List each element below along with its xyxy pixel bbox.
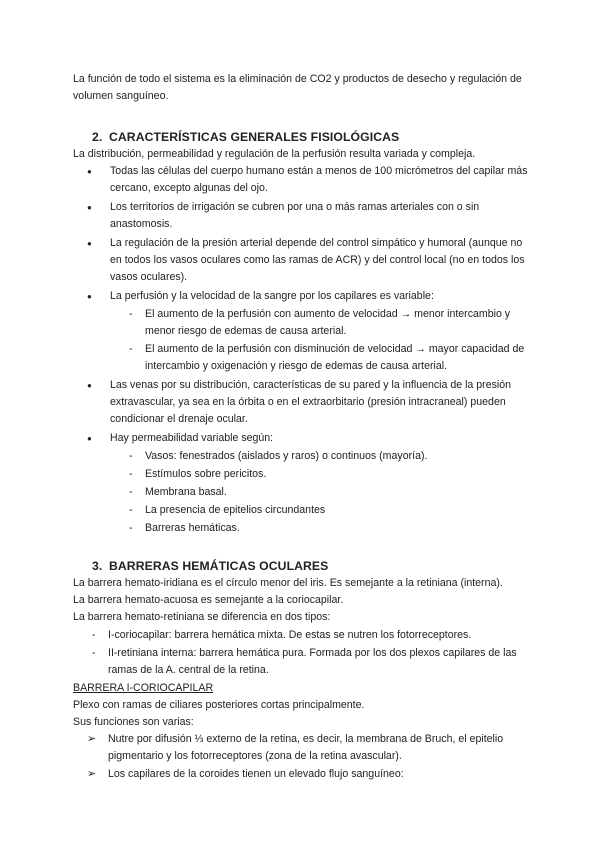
perfusion-sublist (110, 306, 535, 375)
list-item: ➢ Los capilares de la coroides tienen un elevado flujo sanguíneo: (73, 766, 535, 783)
paragraph-line: La barrera hemato-retiniana se diferencia en dos tipos: (73, 611, 331, 623)
permeability-sublist (110, 448, 535, 537)
list-item: ● La perfusión y la velocidad de la sangre por los capilares es variable: - El aumento de la perfusión con aumento de velocidad → menor intercambio y menor riesgo de edemas de causa arterial. - El aumento de la perfusión con disminución de velocidad → mayor capacidad de intercambio y oxigenación y riesgo de edemas de causa arterial. (73, 288, 535, 375)
list-item: ● Las venas por su distribución, características de su pared y la influencia de la presión extravascular, ya sea en la órbita o en el extraorbitario (presión intracraneal) pueden condicionar el drenaje ocular. (73, 377, 535, 428)
section-3 (73, 558, 535, 783)
section-3-number: 3. (92, 559, 103, 573)
barrier-types-list (73, 627, 535, 679)
document-body (73, 71, 535, 784)
section-2 (73, 129, 535, 537)
section-3-heading (73, 558, 535, 575)
list-item: - Membrana basal. (73, 484, 535, 501)
paragraph-line: La barrera hemato-iridiana es el círculo menor del iris. Es semejante a la retiniana (interna). (73, 577, 503, 589)
list-item: - El aumento de la perfusión con disminución de velocidad → mayor capacidad de intercambio y oxigenación y riesgo de edemas de causa arterial. (73, 341, 535, 375)
intro-paragraph: La función de todo el sistema es la eliminación de CO2 y productos de desecho y regulación de volumen sanguíneo. (73, 73, 522, 102)
list-item: - I-coriocapilar: barrera hemática mixta. De estas se nutren los fotorreceptores. (73, 627, 535, 644)
paragraph-line: Sus funciones son varias: (73, 716, 194, 728)
list-item: - El aumento de la perfusión con aumento de velocidad → menor intercambio y menor riesgo de edemas de causa arterial. (73, 306, 535, 340)
paragraph-line: Plexo con ramas de ciliares posteriores cortas principalmente. (73, 699, 365, 711)
list-item: ● Todas las células del cuerpo humano están a menos de 100 micrómetros del capilar más cercano, excepto algunas del ojo. (73, 163, 535, 197)
section-3-title: BARRERAS HEMÁTICAS OCULARES (109, 559, 329, 573)
list-item: ➢ Nutre por difusión ⅓ externo de la retina, es decir, la membrana de Bruch, el epitelio pigmentario y los fotorreceptores (zona de la retina avascular). (73, 731, 535, 765)
functions-list (73, 731, 535, 783)
list-item: - Estímulos sobre pericitos. (73, 466, 535, 483)
paragraph-line: La barrera hemato-acuosa es semejante a la coriocapilar. (73, 594, 344, 606)
list-item: - Vasos: fenestrados (aislados y raros) o continuos (mayoría). (73, 448, 535, 465)
section-2-heading (73, 129, 535, 146)
list-item: ● Los territorios de irrigación se cubren por una o más ramas arteriales con o sin anastomosis. (73, 199, 535, 233)
list-item: ● La regulación de la presión arterial depende del control simpático y humoral (aunque no en todos los vasos oculares como las ramas de ACR) y del control local (no en todos los vasos oculares). (73, 235, 535, 286)
list-item: - La presencia de epitelios circundantes (73, 502, 535, 519)
section-2-number: 2. (92, 130, 103, 144)
list-item: ● Hay permeabilidad variable según: - Vasos: fenestrados (aislados y raros) o continuos (mayoría). - Estímulos sobre pericitos. - Membrana basal. - La presencia de epitelios circundantes - Barreras hemáticas. (73, 430, 535, 537)
section-2-title: CARACTERÍSTICAS GENERALES FISIOLÓGICAS (109, 130, 400, 144)
section-2-lead: La distribución, permeabilidad y regulación de la perfusión resulta variada y compleja. (73, 148, 476, 160)
section-2-bullet-list (73, 163, 535, 537)
list-item: - II-retiniana interna: barrera hemática pura. Formada por los dos plexos capilares de las ramas de la A. central de la retina. (73, 645, 535, 679)
subheading-coriocapilar: BARRERA I-CORIOCAPILAR (73, 682, 214, 694)
list-item: - Barreras hemáticas. (73, 520, 535, 537)
